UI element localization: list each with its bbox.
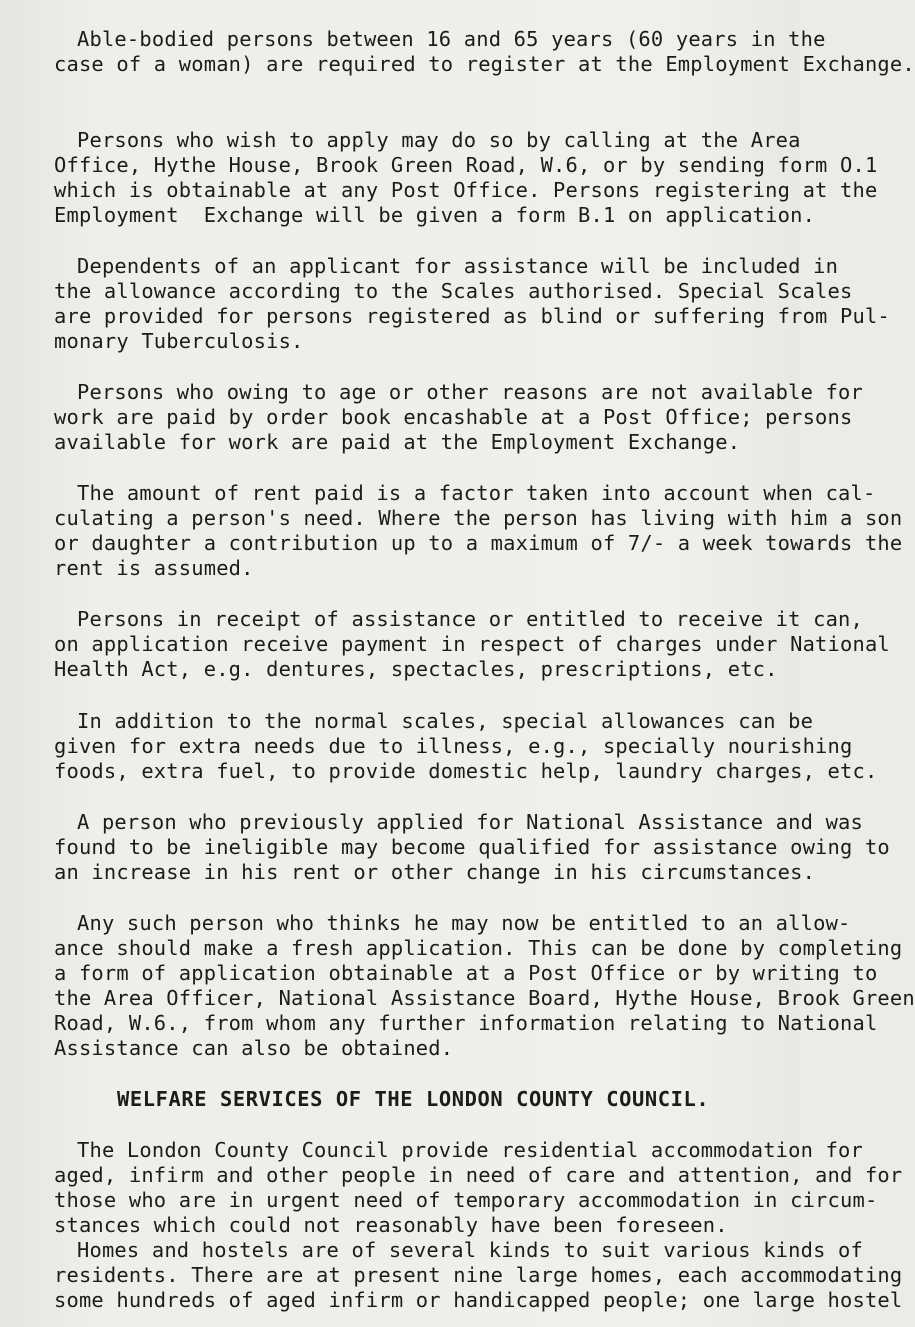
text-line-23: foods, extra fuel, to provide domestic help, laundry charges, etc. [54,759,878,783]
text-line-12: work are paid by order book encashable at a Post Office; persons [54,405,853,429]
text-line-11: Persons who owing to age or other reasons are not available for [77,380,864,404]
text-line-16: or daughter a contribution up to a maximum of 7/- a week towards the [54,531,903,555]
text-line-30: the Area Officer, National Assistance Board, Hythe House, Brook Green [54,986,915,1010]
text-line-3: Persons who wish to apply may do so by calling at the Area [77,128,801,152]
text-line-10: monary Tuberculosis. [54,329,304,353]
text-line-1: Able-bodied persons between 16 and 65 years (60 years in the [77,27,826,51]
text-line-5: which is obtainable at any Post Office. Persons registering at the [54,178,878,202]
text-line-17: rent is assumed. [54,556,254,580]
text-line-22: given for extra needs due to illness, e.g., specially nourishing [54,734,853,758]
text-line-21: In addition to the normal scales, special allowances can be [77,709,814,733]
text-line-18: Persons in receipt of assistance or entitled to receive it can, [77,607,864,631]
text-line-32: Assistance can also be obtained. [54,1036,454,1060]
text-line-13: available for work are paid at the Employment Exchange. [54,430,741,454]
text-line-24: A person who previously applied for National Assistance and was [77,810,864,834]
text-line-6: Employment Exchange will be given a form B.1 on application. [54,203,816,227]
text-line-36: those who are in urgent need of temporary accommodation in circum- [54,1188,878,1212]
text-line-27: Any such person who thinks he may now be entitled to an allow- [77,911,851,935]
text-line-19: on application receive payment in respect of charges under National [54,632,890,656]
text-line-37: stances which could not reasonably have been foreseen. [54,1213,728,1237]
text-line-4: Office, Hythe House, Brook Green Road, W.6, or by sending form O.1 [54,153,878,177]
text-line-20: Health Act, e.g. dentures, spectacles, prescriptions, etc. [54,657,778,681]
text-line-9: are provided for persons registered as blind or suffering from Pul- [54,304,890,328]
text-line-29: a form of application obtainable at a Post Office or by writing to [54,961,878,985]
text-line-39: residents. There are at present nine large homes, each accommodating [54,1263,903,1287]
text-line-15: culating a person's need. Where the person has living with him a son [54,506,903,530]
text-line-38: Homes and hostels are of several kinds to suit various kinds of [77,1238,864,1262]
text-line-26: an increase in his rent or other change in his circumstances. [54,860,816,884]
text-line-34: The London County Council provide residential accommodation for [77,1138,864,1162]
text-line-25: found to be ineligible may become qualified for assistance owing to [54,835,890,859]
text-line-31: Road, W.6., from whom any further information relating to National [54,1011,878,1035]
text-line-40: some hundreds of aged infirm or handicapped people; one large hostel [54,1288,903,1312]
text-line-35: aged, infirm and other people in need of care and attention, and for [54,1163,903,1187]
text-line-14: The amount of rent paid is a factor taken into account when cal- [77,481,876,505]
text-line-2: case of a woman) are required to register at the Employment Exchange. [54,52,915,76]
text-line-7: Dependents of an applicant for assistance will be included in [77,254,839,278]
section-heading: WELFARE SERVICES OF THE LONDON COUNTY COUNCIL. [117,1087,710,1111]
text-line-28: ance should make a fresh application. This can be done by completing [54,936,903,960]
text-line-8: the allowance according to the Scales authorised. Special Scales [54,279,853,303]
